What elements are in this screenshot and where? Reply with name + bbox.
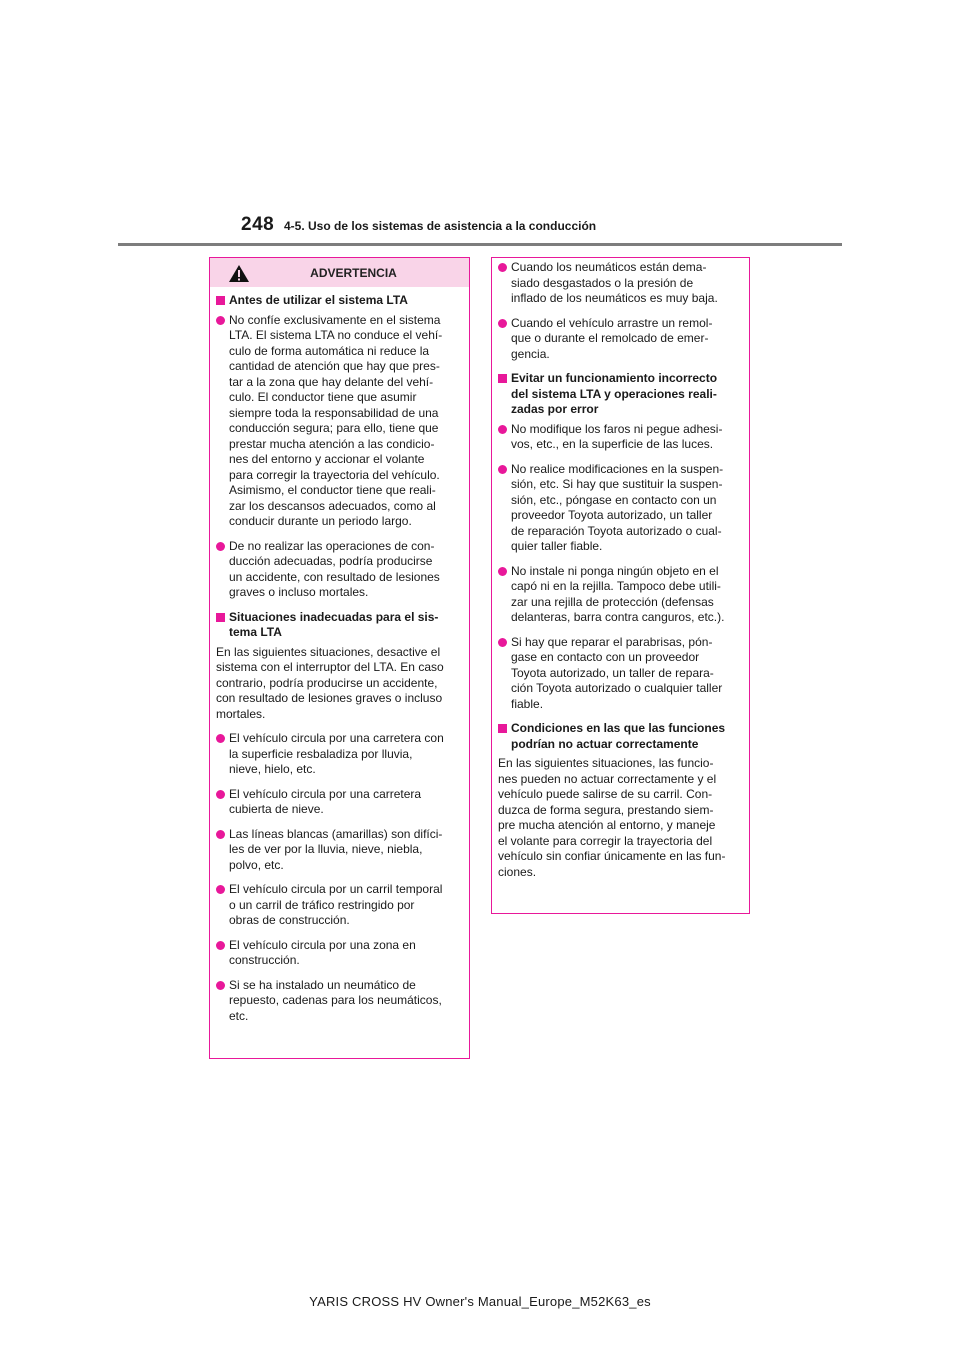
text-line: culo. El conductor tiene que asumir [229, 390, 417, 404]
text-line: sión, etc., póngase en contacto con un [511, 492, 717, 507]
text-line: Las líneas blancas (amarillas) son difíci- [229, 826, 443, 841]
text-line: vehículo puede salirse de su carril. Con- [498, 787, 713, 801]
section-heading [498, 371, 743, 418]
text-line: Si se ha instalado un neumático de [229, 977, 416, 992]
bullet-dot-icon [498, 638, 507, 647]
bullet-dot-icon [216, 830, 225, 839]
bullet-item [216, 731, 463, 778]
bullet-dot-icon [216, 316, 225, 325]
bullet-item [498, 635, 743, 713]
text-line: polvo, etc. [229, 857, 284, 872]
text-line: En las siguientes situaciones, desactive el [216, 644, 441, 659]
warning-triangle-icon [228, 264, 250, 283]
page-number: 248 [241, 214, 275, 235]
warning-content-right [492, 258, 749, 895]
bullet-item [216, 787, 463, 818]
text-line: contrario, podría producirse un accidente, [216, 675, 438, 690]
text-line: duzca de forma segura, prestando siem- [498, 802, 714, 817]
bullet-item [498, 260, 743, 307]
text-line: fiable. [511, 696, 544, 711]
square-marker-icon [498, 374, 507, 383]
text-line: LTA. El sistema LTA no conduce el vehí- [229, 328, 443, 342]
text-line: Evitar un funcionamiento incorrecto [511, 371, 718, 385]
text-line: obras de construcción. [229, 913, 350, 927]
warning-content-left [210, 287, 469, 1039]
text-line: la superficie resbaladiza por lluvia, [229, 746, 413, 761]
text-line: sistema con el interruptor del LTA. En caso [216, 660, 444, 674]
text-line: etc. [229, 1008, 249, 1023]
text-line: cantidad de atención que hay que pres- [229, 359, 440, 373]
section-heading [216, 293, 463, 309]
text-line: construcción. [229, 953, 300, 967]
text-line: Situaciones inadecuadas para el sis- [229, 609, 439, 624]
bullet-item [498, 564, 743, 626]
section-heading [498, 721, 743, 752]
square-marker-icon [498, 724, 507, 733]
text-line: Condiciones en las que las funciones [511, 721, 726, 735]
footer-manual-id: YARIS CROSS HV Owner's Manual_Europe_M52K63_es [309, 1294, 651, 1309]
text-line: cubierta de nieve. [229, 802, 324, 816]
text-line: vehículo sin confiar únicamente en las fun- [498, 849, 726, 863]
bullet-dot-icon [216, 941, 225, 950]
section-title: 4-5. Uso de los sistemas de asistencia a la conducción [284, 219, 597, 233]
bullet-item [216, 827, 463, 874]
warning-header [210, 258, 469, 287]
text-line: En las siguientes situaciones, las funcio- [498, 756, 714, 770]
warning-title: ADVERTENCIA [310, 265, 397, 280]
bullet-item [498, 422, 743, 453]
text-line: el volante para corregir la trayectoria del [498, 833, 713, 848]
text-line: nes del entorno y accionar el volante [229, 452, 425, 466]
bullet-item [216, 882, 463, 929]
text-line: No instale ni ponga ningún objeto en el [511, 563, 719, 578]
text-line: ción Toyota autorizado o cualquier taller [511, 681, 723, 695]
text-line: gencia. [511, 346, 550, 361]
text-line: repuesto, cadenas para los neumáticos, [229, 993, 442, 1007]
text-line: siado desgastados o la presión de [511, 275, 694, 290]
text-line: ducción adecuadas, podría producirse [229, 554, 433, 568]
text-line: pre mucha atención al entorno, y maneje [498, 818, 716, 832]
text-line: El vehículo circula por una zona en [229, 937, 416, 952]
square-marker-icon [216, 613, 225, 622]
text-line: Asimismo, el conductor tiene que reali- [229, 483, 436, 497]
text-line: No confíe exclusivamente en el sistema [229, 312, 441, 327]
warning-box-left [209, 257, 470, 1059]
text-line: podrían no actuar correctamente [511, 736, 699, 751]
bullet-item [498, 316, 743, 363]
text-line: zar una rejilla de protección (defensas [511, 594, 714, 609]
text-line: Toyota autorizado, un taller de repara- [511, 665, 714, 680]
bullet-dot-icon [216, 542, 225, 551]
paragraph [216, 645, 463, 723]
text-line: El vehículo circula por una carretera [229, 786, 422, 801]
bullet-dot-icon [498, 263, 507, 272]
text-line: del sistema LTA y operaciones reali- [511, 386, 717, 401]
paragraph [498, 756, 743, 880]
text-line: Antes de utilizar el sistema LTA [229, 293, 408, 307]
text-line: El vehículo circula por un carril temporal [229, 882, 443, 896]
section-heading [216, 610, 463, 641]
bullet-dot-icon [498, 425, 507, 434]
text-line: proveedor Toyota autorizado, un taller [511, 508, 713, 522]
text-line: inflado de los neumáticos es muy baja. [511, 291, 718, 305]
bullet-item [498, 462, 743, 555]
text-line: vos, etc., en la superficie de las luces. [511, 437, 714, 451]
text-line: Cuando el vehículo arrastre un remol- [511, 315, 713, 330]
text-line: quier taller fiable. [511, 539, 603, 553]
square-marker-icon [216, 296, 225, 305]
text-line: conducción segura; para ello, tiene que [229, 421, 439, 435]
text-line: nes pueden no actuar correctamente y el [498, 771, 717, 786]
bullet-item [216, 938, 463, 969]
bullet-item [216, 313, 463, 530]
text-line: zadas por error [511, 402, 599, 416]
text-line: que o durante el remolcado de emer- [511, 331, 709, 345]
warning-box-right [491, 257, 750, 914]
bullet-item [216, 978, 463, 1025]
bullet-dot-icon [498, 319, 507, 328]
text-line: tar a la zona que hay delante del vehí- [229, 374, 434, 389]
text-line: conducir durante un periodo largo. [229, 514, 412, 528]
text-line: nieve, hielo, etc. [229, 762, 316, 776]
text-line: No realice modificaciones en la suspen- [511, 461, 724, 476]
text-line: El vehículo circula por una carretera con [229, 731, 444, 745]
header-rule [118, 243, 842, 246]
bullet-dot-icon [216, 885, 225, 894]
text-line: para corregir la trayectoria del vehículo. [229, 467, 440, 482]
text-line: Si hay que reparar el parabrisas, pón- [511, 634, 713, 649]
bullet-dot-icon [216, 734, 225, 743]
text-line: de reparación Toyota autorizado o cual- [511, 523, 722, 538]
text-line: delanteras, barra contra canguros, etc.). [511, 610, 725, 624]
text-line: con resultado de lesiones graves o incluso [216, 691, 443, 705]
text-line: De no realizar las operaciones de con- [229, 538, 435, 553]
text-line: Cuando los neumáticos están dema- [511, 260, 707, 274]
text-line: No modifique los faros ni pegue adhesi- [511, 421, 723, 436]
text-line: zar los descansos adecuados, como al [229, 498, 436, 513]
bullet-dot-icon [216, 790, 225, 799]
bullet-dot-icon [498, 567, 507, 576]
text-line: prestar mucha atención a las condicio- [229, 436, 435, 451]
text-line: culo de forma automática ni reduce la [229, 343, 430, 358]
text-line: o un carril de tráfico restringido por [229, 897, 415, 912]
text-line: mortales. [216, 706, 266, 721]
text-line: un accidente, con resultado de lesiones [229, 569, 440, 584]
bullet-dot-icon [498, 465, 507, 474]
bullet-item [216, 539, 463, 601]
text-line: gase en contacto con un proveedor [511, 650, 700, 664]
text-line: sión, etc. Si hay que sustituir la suspen- [511, 477, 723, 491]
text-line: capó ni en la rejilla. Tampoco debe utili- [511, 579, 721, 593]
text-line: graves o incluso mortales. [229, 585, 369, 599]
text-line: les de ver por la lluvia, nieve, niebla, [229, 842, 423, 856]
text-line: siempre toda la responsabilidad de una [229, 405, 439, 420]
text-line: ciones. [498, 864, 537, 879]
text-line: tema LTA [229, 625, 282, 639]
bullet-dot-icon [216, 981, 225, 990]
